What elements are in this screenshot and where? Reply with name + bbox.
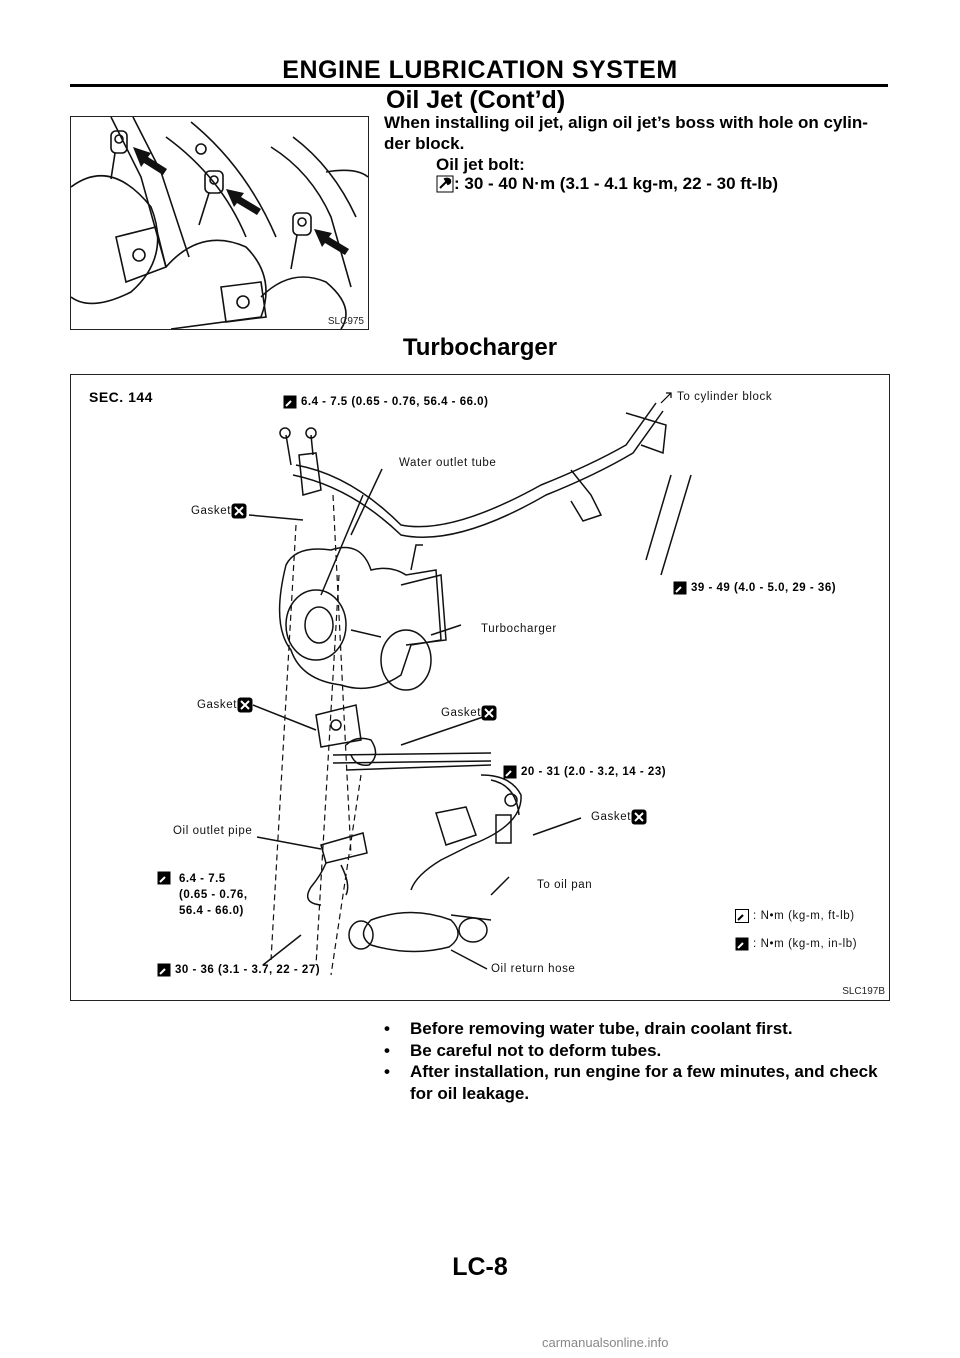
left-torque-line-1: 6.4 - 7.5 xyxy=(179,873,226,885)
torque-wrench-icon xyxy=(673,581,687,595)
legend-inlb-text: : N•m (kg-m, in-lb) xyxy=(753,938,858,950)
gasket-callout-2 xyxy=(197,697,253,713)
gasket-label: Gasket xyxy=(191,505,232,517)
oil-return-hose-label: Oil return hose xyxy=(491,963,576,975)
oil-jet-figure xyxy=(70,116,369,330)
oil-jet-bolt-label: Oil jet bolt: xyxy=(436,155,525,174)
replace-gasket-icon xyxy=(231,503,247,519)
bullet-icon: • xyxy=(384,1019,390,1038)
subsection-title: Oil Jet (Cont’d) xyxy=(386,86,566,114)
gasket-callout-4 xyxy=(591,809,647,825)
torque-wrench-icon xyxy=(503,765,517,779)
legend-inlb xyxy=(735,937,857,951)
page-number: LC-8 xyxy=(452,1253,508,1281)
legend-ftlb xyxy=(735,909,855,923)
turbocharger-heading: Turbocharger xyxy=(402,334,558,361)
left-torque-callout xyxy=(157,871,248,919)
list-item: • After installation, run engine for a few minutes, and check for oil leakage. xyxy=(384,1062,878,1103)
turbocharger-figure xyxy=(70,374,890,1001)
sec-number: SEC. 144 xyxy=(89,389,153,405)
bottom-torque: 30 - 36 (3.1 - 3.7, 22 - 27) xyxy=(175,964,321,976)
torque-wrench-icon xyxy=(735,909,749,923)
torque-wrench-icon xyxy=(157,963,171,977)
watermark: carmanualsonline.info xyxy=(542,1335,669,1350)
replace-gasket-icon xyxy=(631,809,647,825)
top-torque: 6.4 - 7.5 (0.65 - 0.76, 56.4 - 66.0) xyxy=(301,396,489,408)
oil-jet-instruction: When installing oil jet, align oil jet’s boss with hole on cylin- der block. xyxy=(384,113,868,153)
gasket-label: Gasket xyxy=(441,707,482,719)
mid-torque: 20 - 31 (2.0 - 3.2, 14 - 23) xyxy=(521,766,667,778)
oil-jet-illustration xyxy=(71,117,368,329)
bullet-icon: • xyxy=(384,1040,390,1060)
water-outlet-tube-label: Water outlet tube xyxy=(399,457,497,469)
legend-ftlb-text: : N•m (kg-m, ft-lb) xyxy=(753,910,855,922)
left-torque-line-3: 56.4 - 66.0) xyxy=(179,905,244,917)
oil-jet-torque-value: : 30 - 40 N·m (3.1 - 4.1 kg-m, 22 - 30 ft-lb) xyxy=(454,174,779,193)
turbocharger-label: Turbocharger xyxy=(481,623,557,635)
oil-jet-torque xyxy=(436,174,778,194)
mid-torque-callout xyxy=(503,765,666,779)
torque-wrench-inlb-icon xyxy=(283,395,297,409)
right-torque: 39 - 49 (4.0 - 5.0, 29 - 36) xyxy=(691,582,837,594)
notes-list xyxy=(384,1018,904,1104)
section-title: ENGINE LUBRICATION SYSTEM xyxy=(282,56,678,84)
bullet-icon: • xyxy=(384,1062,390,1081)
replace-gasket-icon xyxy=(481,705,497,721)
bottom-torque-callout xyxy=(157,963,320,977)
torque-wrench-inlb-icon xyxy=(157,871,171,885)
figure-id: SLC975 xyxy=(327,316,364,327)
arrow-icon xyxy=(659,389,675,405)
list-item: • Before removing water tube, drain coolant first. xyxy=(384,1019,793,1038)
oil-outlet-pipe-label: Oil outlet pipe xyxy=(173,825,253,837)
top-torque-callout xyxy=(283,395,488,409)
torque-wrench-inlb-icon xyxy=(735,937,749,951)
list-item: • Be careful not to deform tubes. xyxy=(384,1040,662,1060)
gasket-callout-3 xyxy=(441,705,497,721)
left-torque-line-2: (0.65 - 0.76, xyxy=(179,889,248,901)
to-cylinder-block: To cylinder block xyxy=(677,391,773,403)
gasket-callout-1 xyxy=(191,503,247,519)
gasket-label: Gasket xyxy=(591,811,632,823)
figure-id: SLC197B xyxy=(842,986,885,997)
gasket-label: Gasket xyxy=(197,699,238,711)
to-cylinder-block-callout xyxy=(659,389,772,405)
replace-gasket-icon xyxy=(237,697,253,713)
torque-wrench-icon xyxy=(436,175,454,193)
right-torque-callout xyxy=(673,581,836,595)
to-oil-pan-label: To oil pan xyxy=(537,879,593,891)
